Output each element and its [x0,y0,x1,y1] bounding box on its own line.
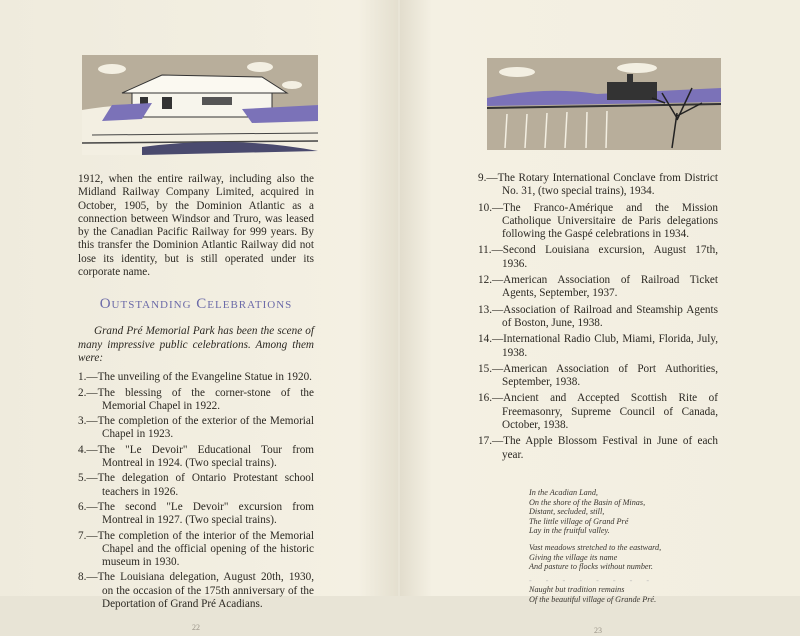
list-item: 7.—The completion of the interior of the Memorial Chapel and the official opening of the historic museum in 1930. [78,529,314,569]
list-item: 10.—The Franco-Amérique and the Mission Catholique Universitaire de Paris delegations following the Gaspé celebrations in 1934. [478,201,718,241]
list-item: 14.—International Radio Club, Miami, Florida, July, 1938. [478,333,718,359]
lead-paragraph: Grand Pré Memorial Park has been the scene of many impressive public celebrations. Among them were: [78,325,314,364]
ellipsis-divider: - - - - - - - - [529,575,656,585]
intro-paragraph: 1912, when the entire railway, including also the Midland Railway Company Limited, acquired in October, 1905, by the Dominion Atlantic as a connection between Windsor and Truro, was leased by the Canadian Pacific Railway for 999 years. By this transfer the Dominion Atlantic Railway did not lose its identity, but is still operated under its corporate name. [78,173,314,279]
list-item: 11.—Second Louisiana excursion, August 17th, 1936. [478,244,718,270]
list-item: 2.—The blessing of the corner-stone of the Memorial Chapel in 1922. [78,386,314,412]
list-item: 16.—Ancient and Accepted Scottish Rite of Freemasonry, Supreme Council of Canada, October, 1938. [478,392,718,432]
left-text-column [78,173,314,633]
poem-stanza-2 [529,543,718,572]
list-item: 13.—Association of Railroad and Steamship Agents of Boston, June, 1938. [478,303,718,329]
list-item: 15.—American Association of Port Authorities, September, 1938. [478,362,718,389]
poem-line: Naught but tradition remains [529,585,625,595]
list-item: 1.—The unveiling of the Evangeline Statue in 1920. [78,371,312,384]
poem-line: And pasture to flocks without number. [529,562,653,572]
poem-line: Distant, secluded, still, [529,507,605,517]
poem-line: Vast meadows stretched to the eastward, [529,542,662,552]
right-text-column [478,169,718,636]
section-heading: Outstanding Celebrations [99,296,293,313]
list-item: 6.—The second "Le Devoir" excursion from Montreal in 1927. (Two special trains). [78,500,314,527]
poem-line: The little village of Grand Pré [529,516,629,526]
poem-line: Of the beautiful village of Grande Pré. [529,594,657,604]
poem-line: Lay in the fruitful valley. [529,526,610,536]
poem-line: On the shore of the Basin of Minas, [529,497,646,507]
right-page [400,0,800,636]
list-item: 12.—American Association of Railroad Ticket Agents, September, 1937. [478,274,718,300]
station-illustration [82,55,318,155]
list-item: 3.—The completion of the exterior of the Memorial Chapel in 1923. [78,415,314,441]
list-item: 8.—The Louisiana delegation, August 20th, 1930, on the occasion of the 175th anniversary of the Deportation of Grand Pré Acadians. [78,571,314,611]
poem-stanza-3 [529,585,718,604]
page-number: 23 [594,626,602,636]
list-item: 9.—The Rotary International Conclave from District No. 31, (two special trains), 1934. [478,172,718,198]
page-number: 22 [192,623,200,633]
poem-line: Giving the village its name [529,552,618,562]
list-item: 4.—The "Le Devoir" Educational Tour from Montreal in 1924. (Two special trains). [78,443,314,470]
landscape-illustration [487,58,721,150]
poem-line: In the Acadian Land, [529,487,598,497]
list-item: 5.—The delegation of Ontario Protestant school teachers in 1926. [78,472,314,498]
poem-stanza-1 [529,488,718,536]
poem [529,488,718,605]
list-item: 17.—The Apple Blossom Festival in June of each year. [478,435,718,461]
left-page [0,0,398,633]
